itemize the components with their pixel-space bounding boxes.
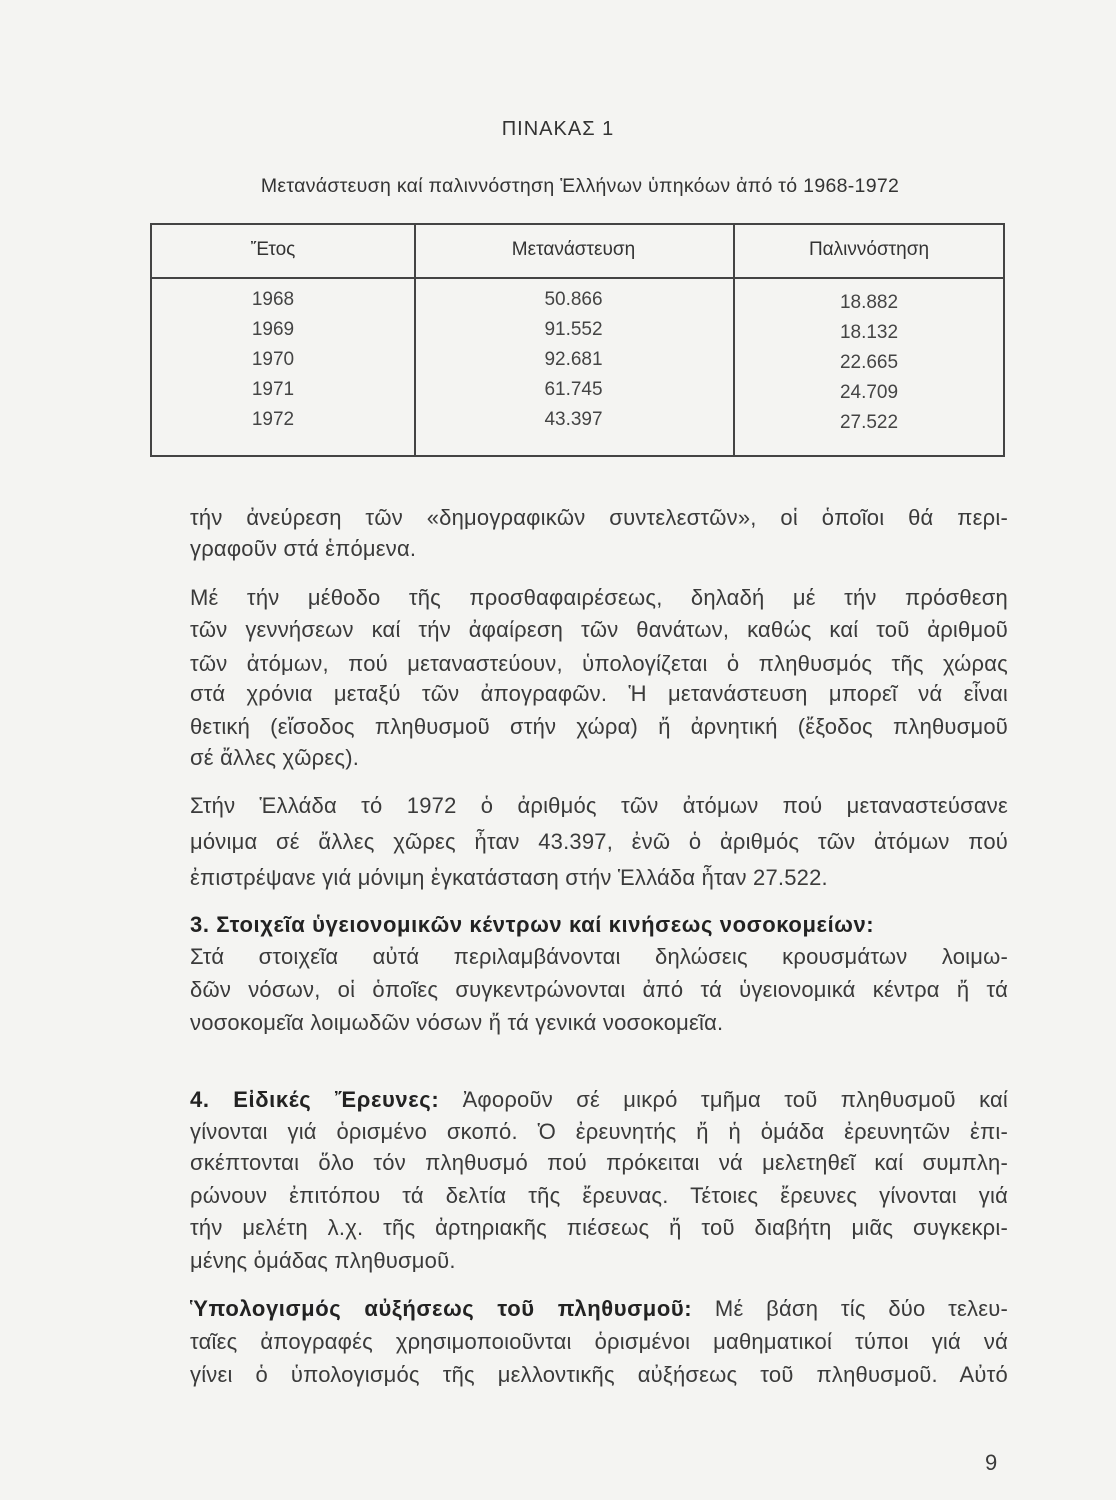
- body-line: γίνονται γιά ὁρισμένο σκοπό. Ὁ ἐρευνητής ἤ ἡ ὁμάδα ἐρευνητῶν ἐπι-: [190, 1119, 1008, 1144]
- repatriation-cell: 18.132: [839, 322, 899, 343]
- body-line: θετική (εἴσοδος πληθυσμοῦ στήν χώρα) ἤ ἀρνητική (ἔξοδος πληθυσμοῦ: [190, 714, 1008, 739]
- year-cell: 1968: [251, 289, 295, 310]
- body-line: νοσοκομεῖα λοιμωδῶν νόσων ἤ τά γενικά νοσοκομεῖα.: [190, 1010, 724, 1035]
- emigration-column: [414, 285, 733, 435]
- repatriation-cell: 18.882: [839, 292, 899, 313]
- header-year: Ἔτος: [250, 239, 296, 260]
- emigration-cell: 92.681: [544, 349, 603, 370]
- body-line: Στήν Ἑλλάδα τό 1972 ὁ ἀριθμός τῶν ἀτόμων πού μεταναστεύσανε: [190, 793, 1008, 818]
- year-cell: 1971: [251, 379, 295, 400]
- header-emigration: Μετανάστευση: [511, 239, 636, 260]
- body-line: Μέ τήν μέθοδο τῆς προσθαφαιρέσεως, δηλαδή μέ τήν πρόσθεση: [190, 585, 1008, 610]
- body-line: τήν μελέτη λ.χ. τῆς ἀρτηριακῆς πιέσεως ἤ τοῦ διαβήτη μιᾶς συγκεκρι-: [190, 1215, 1008, 1240]
- body-line: τήν ἀνεύρεση τῶν «δημογραφικῶν συντελεστῶν», οἱ ὁποῖοι θά περι-: [190, 505, 1008, 530]
- body-line: τῶν ἀτόμων, πού μεταναστεύουν, ὑπολογίζεται ὁ πληθυσμός τῆς χώρας: [190, 651, 1008, 676]
- repatriation-cell: 24.709: [839, 382, 899, 403]
- migration-table: [150, 223, 1005, 457]
- section-heading-4: [190, 1087, 1008, 1113]
- body-line: μόνιμα σέ ἄλλες χῶρες ἦταν 43.397, ἐνῶ ὁ ἀριθμός τῶν ἀτόμων πού: [190, 829, 1008, 854]
- page-number: 9: [985, 1450, 998, 1475]
- body-text: Ἀφοροῦν σέ μικρό τμῆμα τοῦ πληθυσμοῦ καί: [462, 1087, 1009, 1112]
- body-text: Μέ βάση τίς δύο τελευ-: [714, 1296, 1008, 1321]
- body-line: γραφοῦν στά ἑπόμενα.: [190, 536, 417, 561]
- year-column: [152, 285, 414, 435]
- year-cell: 1970: [251, 349, 295, 370]
- emigration-cell: 91.552: [544, 319, 603, 340]
- body-line: ἐπιστρέψανε γιά μόνιμη ἐγκατάσταση στήν Ἑλλάδα ἦταν 27.522.: [190, 865, 828, 890]
- repatriation-column: [733, 288, 1005, 438]
- header-divider: [152, 277, 1003, 279]
- body-line: Στά στοιχεῖα αὐτά περιλαμβάνονται δηλώσεις κρουσμάτων λοιμω-: [190, 944, 1008, 969]
- table-title: ΠΙΝΑΚΑΣ 1: [501, 118, 615, 140]
- heading-text: Ὑπολογισμός αὐξήσεως τοῦ πληθυσμοῦ:: [190, 1296, 693, 1321]
- heading-text: 4. Εἰδικές Ἔρευνες:: [190, 1087, 440, 1112]
- body-line: γίνει ὁ ὑπολογισμός τῆς μελλοντικῆς αὐξήσεως τοῦ πληθυσμοῦ. Αὐτό: [190, 1362, 1008, 1387]
- body-line: μένης ὁμάδας πληθυσμοῦ.: [190, 1248, 456, 1273]
- year-cell: 1972: [251, 409, 295, 430]
- repatriation-cell: 22.665: [839, 352, 899, 373]
- body-line: ταῖες ἀπογραφές χρησιμοποιοῦνται ὁρισμένοι μαθηματικοί τύποι γιά νά: [190, 1329, 1008, 1354]
- header-repatriation: Παλιννόστηση: [808, 239, 930, 260]
- body-line: στά χρόνια μεταξύ τῶν ἀπογραφῶν. Ἡ μετανάστευση μπορεῖ νά εἶναι: [190, 681, 1008, 706]
- body-line: ρώνουν ἐπιτόπου τά δελτία τῆς ἔρευνας. Τέτοιες ἔρευνες γίνονται γιά: [190, 1183, 1008, 1208]
- emigration-cell: 50.866: [544, 289, 603, 310]
- year-cell: 1969: [251, 319, 295, 340]
- emigration-cell: 61.745: [544, 379, 603, 400]
- repatriation-cell: 27.522: [839, 412, 899, 433]
- body-line: σκέπτονται ὅλο τόν πληθυσμό πού πρόκειται νά μελετηθεῖ καί συμπλη-: [190, 1150, 1008, 1175]
- heading-text: 3. Στοιχεῖα ὑγειονομικῶν κέντρων καί κινήσεως νοσοκομείων:: [190, 912, 875, 937]
- body-line: δῶν νόσων, οἱ ὁποῖες συγκεντρώνονται ἀπό τά ὑγειονομικά κέντρα ἤ τά: [190, 977, 1008, 1002]
- section-heading-3: [190, 912, 1008, 938]
- body-line: τῶν γεννήσεων καί τήν ἀφαίρεση τῶν θανάτων, καθώς καί τοῦ ἀριθμοῦ: [190, 617, 1008, 642]
- section-heading-growth: [190, 1296, 1008, 1322]
- body-line: σέ ἄλλες χῶρες).: [190, 745, 360, 770]
- table-caption: Μετανάστευση καί παλιννόστηση Ἑλλήνων ὑπηκόων ἀπό τό 1968-1972: [260, 175, 900, 197]
- emigration-cell: 43.397: [544, 409, 603, 430]
